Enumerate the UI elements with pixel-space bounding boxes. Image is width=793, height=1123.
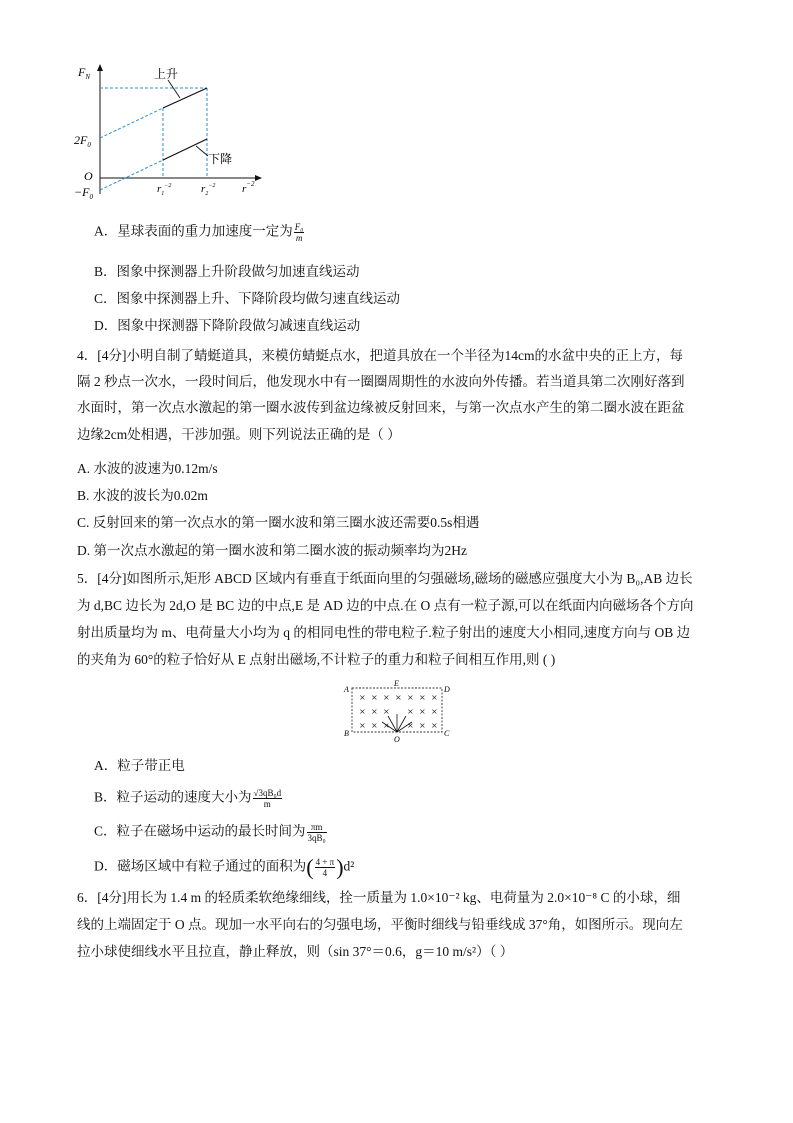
q3-option-a-num: F₀ xyxy=(294,222,304,232)
q5-option-d-num: 4 + π xyxy=(315,857,335,867)
arrow xyxy=(397,716,406,732)
q3-option-a-den: m xyxy=(295,233,303,243)
cross: × xyxy=(383,721,390,730)
cross: × xyxy=(431,707,438,716)
label-O: O xyxy=(394,735,400,744)
label-B: B xyxy=(344,729,349,738)
q5-option-b-den: m xyxy=(263,799,271,809)
cross: × xyxy=(419,721,426,730)
tick-2F0: $2F_0$ xyxy=(74,133,91,149)
tick-negF0: $-F_0$ xyxy=(74,185,93,201)
cross: × xyxy=(383,693,390,702)
label-A: A xyxy=(344,685,349,694)
upper-label-leader xyxy=(168,80,180,98)
cross: × xyxy=(371,693,378,702)
q4-stem-line-3: 水面时，第一次点水激起的第一圈水波传到盆边缘被反射回来，与第一次点水产生的第二圈水波在距盆 xyxy=(77,400,685,415)
q3-option-a-fraction xyxy=(294,222,305,243)
q4-option-d: D. 第一次点水激起的第一圈水波和第二圈水波的振动频率均为2Hz xyxy=(77,543,467,558)
q5-option-d-den: 4 xyxy=(322,868,328,878)
q4-stem-line-4: 边缘2cm处相遇，干涉加强。则下列说法正确的是（ ） xyxy=(77,427,401,442)
tick-r2: $r_2^{-2}$ xyxy=(201,183,216,197)
cross: × xyxy=(359,721,366,730)
field-crosses xyxy=(359,693,438,730)
force-graph xyxy=(72,58,272,208)
q6-stem-line-2: 线的上端固定于 O 点。现加一水平向右的匀强电场，平衡时细线与铅垂线成 37°角，如图所示。现向左 xyxy=(77,917,683,932)
q5-stem-line-1: 5．[4分]如图所示,矩形 ABCD 区域内有垂直于纸面向里的匀强磁场,磁场的磁感应强度大小为 B₀,AB 边长 xyxy=(77,571,693,586)
cross: × xyxy=(407,693,414,702)
label-E: E xyxy=(394,679,399,688)
q5-option-d-fraction xyxy=(315,857,336,878)
cross: × xyxy=(395,693,402,702)
cross: × xyxy=(359,693,366,702)
q5-option-c-den: 3qB₀ xyxy=(307,833,326,843)
q3-option-a xyxy=(94,222,305,243)
q5-option-b-num: √3qB₀d xyxy=(253,788,282,798)
q4-stem-line-1: 4．[4分]小明自制了蜻蜓道具，来模仿蜻蜓点水，把道具放在一个半径为14cm的水盆中央的正上方，每 xyxy=(77,348,683,363)
lower-label-leader xyxy=(196,146,208,156)
lower-line-label: 下降 xyxy=(208,152,233,166)
cross: × xyxy=(419,693,426,702)
q5-option-d-suffix: d² xyxy=(343,858,355,874)
q5-option-b-text: B．粒子运动的速度大小为 xyxy=(94,789,252,805)
q6-stem-line-3: 拉小球使细线水平且拉直，静止释放，则（sin 37°＝0.6，g＝10 m/s²）（ ） xyxy=(77,944,514,959)
q5-option-d-text: D．磁场区域中有粒子通过的面积为 xyxy=(94,858,307,874)
q5-stem-line-2: 为 d,BC 边长为 2d,O 是 BC 边的中点,E 是 AD 边的中点.在 O 点有一粒子源,可以在纸面内向磁场各个方向 xyxy=(77,598,694,613)
q5-option-b-fraction xyxy=(253,788,283,809)
label-C: C xyxy=(444,729,450,738)
q3-option-a-text: A．星球表面的重力加速度一定为 xyxy=(94,223,293,239)
q5-stem-line-3: 射出质量均为 m、电荷量大小均为 q 的相同电性的带电粒子.粒子射出的速度大小相同,速度方向与 OB 边 xyxy=(77,625,691,640)
q5-option-c-text: C．粒子在磁场中运动的最长时间为 xyxy=(94,823,306,839)
q3-option-b: B．图象中探测器上升阶段做匀加速直线运动 xyxy=(94,264,360,279)
q5-option-b xyxy=(94,788,283,809)
cross: × xyxy=(371,721,378,730)
tick-r1: $r_1^{-2}$ xyxy=(157,183,172,197)
q5-stem-line-4: 的夹角为 60°的粒子恰好从 E 点射出磁场,不计粒子的重力和粒子间相互作用,则 ( ) xyxy=(77,652,556,667)
x-axis-label: $r^{-2}$ xyxy=(242,180,255,195)
right-paren: ) xyxy=(336,854,344,880)
x-axis-arrow xyxy=(255,175,262,181)
lower-dashed-extension xyxy=(100,160,163,190)
q4-stem-line-2: 隔 2 秒点一次水，一段时间后，他发现水中有一圈圈周期性的水波向外传播。若当道具第二次刚好落到 xyxy=(77,374,685,389)
cross: × xyxy=(383,707,390,716)
upper-line xyxy=(163,88,207,108)
cross: × xyxy=(431,693,438,702)
cross: × xyxy=(371,707,378,716)
left-paren: ( xyxy=(306,854,314,880)
q4-option-c: C. 反射回来的第一次点水的第一圈水波和第三圈水波还需要0.5s相遇 xyxy=(77,515,480,530)
cross: × xyxy=(419,707,426,716)
magnetic-field-figure xyxy=(338,678,458,744)
cross: × xyxy=(359,707,366,716)
q5-option-d xyxy=(94,854,355,880)
q5-option-a: A．粒子带正电 xyxy=(94,758,185,773)
q5-option-c-fraction xyxy=(307,822,327,843)
cross: × xyxy=(407,721,414,730)
upper-dashed-extension xyxy=(100,108,163,138)
q6-stem-line-1: 6．[4分]用长为 1.4 m 的轻质柔软绝缘细线，拴一质量为 1.0×10⁻² kg、电荷量为 2.0×10⁻⁸ C 的小球，细 xyxy=(77,890,681,905)
y-axis-label: $F_N$ xyxy=(78,65,91,81)
label-D: D xyxy=(444,685,450,694)
q3-option-d: D．图象中探测器下降阶段做匀减速直线运动 xyxy=(94,318,361,333)
cross: × xyxy=(431,721,438,730)
tick-origin: O xyxy=(84,169,93,183)
q5-option-c-num: πm xyxy=(307,822,327,833)
q5-option-c xyxy=(94,822,328,843)
y-axis-arrow xyxy=(97,64,103,71)
q4-option-b: B. 水波的波长为0.02m xyxy=(77,488,208,503)
cross: × xyxy=(407,707,414,716)
q4-option-a: A. 水波的波速为0.12m/s xyxy=(77,461,218,476)
upper-line-label: 上升 xyxy=(154,67,179,81)
q3-option-c: C．图象中探测器上升、下降阶段均做匀速直线运动 xyxy=(94,291,401,306)
